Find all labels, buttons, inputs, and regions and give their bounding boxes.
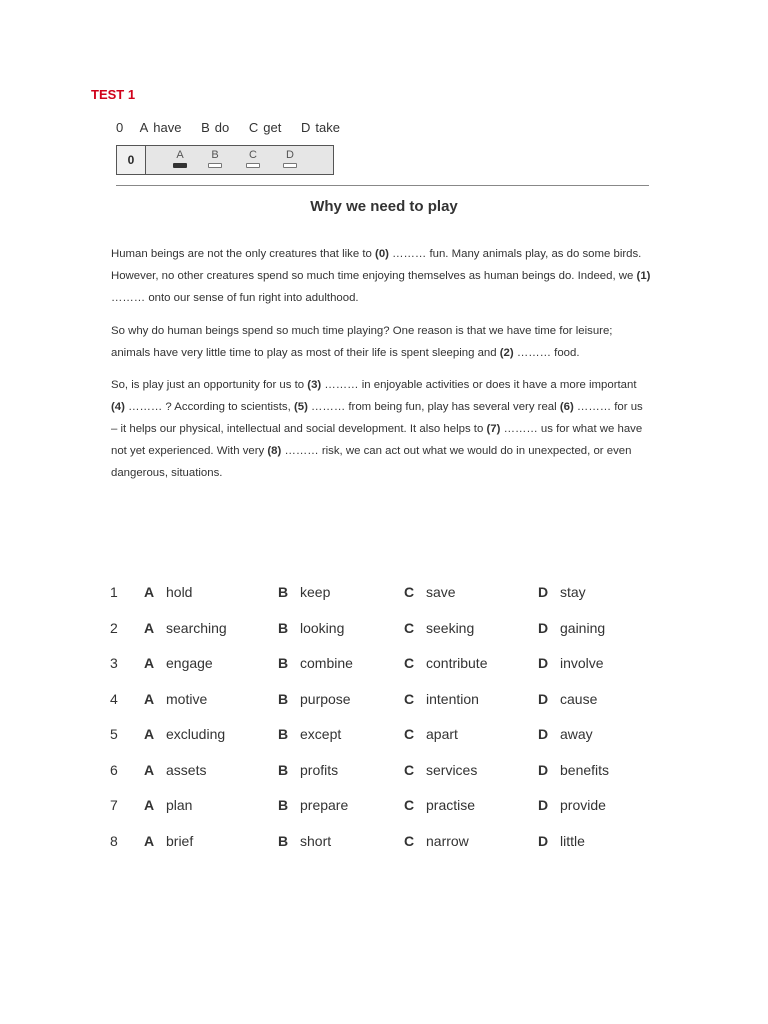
answer-choice-c (245, 149, 261, 168)
question-row (110, 833, 670, 869)
option-word: brief (166, 832, 194, 849)
option-letter: A (144, 655, 155, 671)
option-d (538, 726, 593, 742)
question-number: 2 (110, 619, 118, 636)
question-row (110, 655, 670, 691)
question-number: 5 (110, 726, 118, 742)
option-word: seeking (426, 619, 475, 636)
option-letter: A (144, 690, 155, 707)
gap-number: (5) (293, 401, 308, 413)
option-word: take (315, 120, 340, 135)
option-letter: C (404, 690, 415, 707)
answer-options-list (110, 584, 670, 868)
option-letter: B (201, 120, 210, 135)
option-word: stay (560, 584, 586, 600)
gap-number: (7) (486, 423, 501, 435)
option-word: short (300, 832, 332, 849)
option-d (538, 691, 597, 707)
option-letter: B (278, 832, 289, 849)
answer-sheet-number: 0 (117, 146, 146, 174)
option-word: searching (166, 619, 227, 636)
option-a (144, 833, 193, 849)
divider (116, 185, 649, 186)
question-row (110, 726, 670, 762)
option-word: except (300, 726, 342, 742)
example-answer-sheet (116, 145, 334, 175)
option-d (538, 833, 585, 849)
option-a (144, 797, 192, 813)
option-letter: B (278, 584, 289, 600)
option-c (404, 620, 474, 636)
option-word: little (560, 832, 585, 849)
option-a (144, 655, 213, 671)
option-word: cause (560, 690, 598, 707)
question-number: 4 (110, 690, 118, 707)
option-letter: D (300, 120, 311, 135)
passage-paragraph-2 (111, 320, 651, 364)
passage-text: ……… ? According to scientists, (124, 401, 294, 413)
gap-number: (3) (307, 379, 322, 391)
option-letter: C (404, 655, 415, 671)
option-word: assets (166, 761, 207, 778)
option-word: contribute (426, 655, 488, 671)
option-word: hold (166, 584, 193, 600)
option-word: intention (426, 690, 479, 707)
option-b (278, 655, 353, 671)
option-d (538, 797, 606, 813)
option-word: looking (300, 619, 345, 636)
question-number: 3 (110, 655, 118, 671)
option-c (404, 655, 487, 671)
question-number: 1 (110, 584, 118, 600)
option-a (144, 726, 225, 742)
example-option-a (140, 120, 182, 135)
option-a (144, 620, 227, 636)
passage-text: ……… in enjoyable activities or does it have a more important (321, 379, 637, 391)
option-letter: A (144, 761, 155, 778)
gap-number: (6) (559, 401, 574, 413)
option-letter: A (144, 584, 155, 600)
option-word: narrow (426, 832, 469, 849)
option-word: profits (300, 761, 339, 778)
option-d (538, 655, 604, 671)
option-letter: C (404, 619, 415, 636)
option-letter: B (278, 797, 289, 813)
option-b (278, 762, 338, 778)
option-word: save (426, 584, 456, 600)
option-letter: A (144, 797, 155, 813)
option-b (278, 691, 351, 707)
passage-paragraph-3 (111, 374, 651, 484)
option-letter: B (278, 655, 289, 671)
option-word: gaining (560, 619, 606, 636)
passage-text: ……… for us – it helps our physical, intellectual and social development. It also helps to (111, 401, 643, 435)
option-letter: D (538, 655, 549, 671)
option-c (404, 691, 479, 707)
option-word: benefits (560, 761, 610, 778)
option-b (278, 620, 344, 636)
passage-text: ……… fun. Many animals play, as do some birds. However, no other creatures spend so much time enjoying themselves as human beings do. Indeed, we (111, 248, 642, 282)
option-letter: C (404, 726, 415, 742)
option-word: get (263, 120, 282, 135)
passage-text: ……… us for what we have not yet experienced. With very (111, 423, 643, 457)
option-c (404, 762, 477, 778)
option-letter: D (538, 797, 549, 813)
empty-answer-mark (208, 163, 222, 168)
question-row (110, 797, 670, 833)
option-letter: D (538, 690, 549, 707)
option-word: apart (426, 726, 458, 742)
example-option-d (301, 120, 340, 135)
question-row (110, 762, 670, 798)
empty-answer-mark (246, 163, 260, 168)
option-c (404, 726, 458, 742)
option-word: involve (560, 655, 604, 671)
option-b (278, 833, 331, 849)
answer-choice-a (172, 149, 188, 168)
choice-letter: B (211, 149, 219, 161)
option-word: practise (426, 797, 476, 813)
option-word: plan (166, 797, 193, 813)
option-c (404, 833, 469, 849)
question-row (110, 620, 670, 656)
option-letter: B (278, 761, 289, 778)
option-letter: C (404, 797, 415, 813)
choice-letter: C (249, 149, 257, 161)
option-word: do (214, 120, 230, 135)
choice-letter: A (176, 149, 184, 161)
option-letter: D (538, 726, 549, 742)
example-number: 0 (116, 120, 124, 135)
filled-answer-mark (173, 163, 187, 168)
option-word: engage (166, 655, 213, 671)
option-letter: D (538, 584, 549, 600)
gap-number: (0) (375, 248, 389, 260)
option-letter: C (404, 832, 415, 849)
passage-paragraph-1 (111, 243, 651, 309)
option-d (538, 762, 609, 778)
passage-text: So why do human beings spend so much time playing? One reason is that we have time for leisure; animals have very little time to play as most of their life is spent sleeping and (111, 325, 613, 359)
option-c (404, 584, 456, 600)
passage-text: So, is play just an opportunity for us to (111, 379, 308, 391)
option-a (144, 762, 206, 778)
option-d (538, 584, 586, 600)
passage-text: ……… from being fun, play has several very real (307, 401, 560, 413)
option-letter: D (538, 619, 549, 636)
question-number: 8 (110, 832, 118, 849)
option-word: keep (300, 584, 331, 600)
option-letter: B (278, 690, 289, 707)
passage-text: ……… food. (513, 347, 580, 359)
example-option-b (201, 120, 229, 135)
option-letter: D (538, 761, 549, 778)
option-letter: B (278, 619, 289, 636)
option-b (278, 797, 348, 813)
example-option-c (249, 120, 281, 135)
option-letter: A (139, 120, 149, 135)
option-word: purpose (300, 690, 351, 707)
option-word: provide (560, 797, 606, 813)
question-row (110, 691, 670, 727)
question-number: 7 (110, 797, 118, 813)
option-word: away (560, 726, 593, 742)
option-word: combine (300, 655, 353, 671)
gap-number: (2) (499, 347, 514, 359)
option-word: prepare (300, 797, 349, 813)
option-letter: B (278, 726, 289, 742)
option-b (278, 584, 330, 600)
passage-text: ……… risk, we can act out what we would do in unexpected, or even dangerous, situations. (111, 445, 632, 479)
option-letter: D (538, 832, 549, 849)
question-row (110, 584, 670, 620)
gap-number: (1) (636, 270, 651, 282)
gap-number: (8) (267, 445, 282, 457)
option-word: services (426, 761, 478, 778)
option-letter: C (248, 120, 259, 135)
empty-answer-mark (283, 163, 297, 168)
option-word: excluding (166, 726, 226, 742)
test-title: TEST 1 (91, 87, 136, 102)
passage-title: Why we need to play (310, 198, 458, 215)
option-a (144, 691, 207, 707)
example-row (116, 120, 356, 135)
answer-choice-d (282, 149, 298, 168)
choice-letter: D (286, 149, 294, 161)
answer-choice-b (207, 149, 223, 168)
option-d (538, 620, 605, 636)
option-word: have (153, 120, 182, 135)
option-c (404, 797, 475, 813)
option-letter: C (404, 584, 415, 600)
option-a (144, 584, 192, 600)
gap-number: (4) (111, 401, 125, 413)
option-letter: A (144, 726, 155, 742)
option-word: motive (166, 690, 208, 707)
passage-text: ……… onto our sense of fun right into adulthood. (111, 292, 359, 304)
option-b (278, 726, 341, 742)
option-letter: A (144, 832, 155, 849)
question-number: 6 (110, 761, 118, 778)
passage-text: Human beings are not the only creatures that like to (111, 248, 376, 260)
option-letter: C (404, 761, 415, 778)
option-letter: A (144, 619, 155, 636)
